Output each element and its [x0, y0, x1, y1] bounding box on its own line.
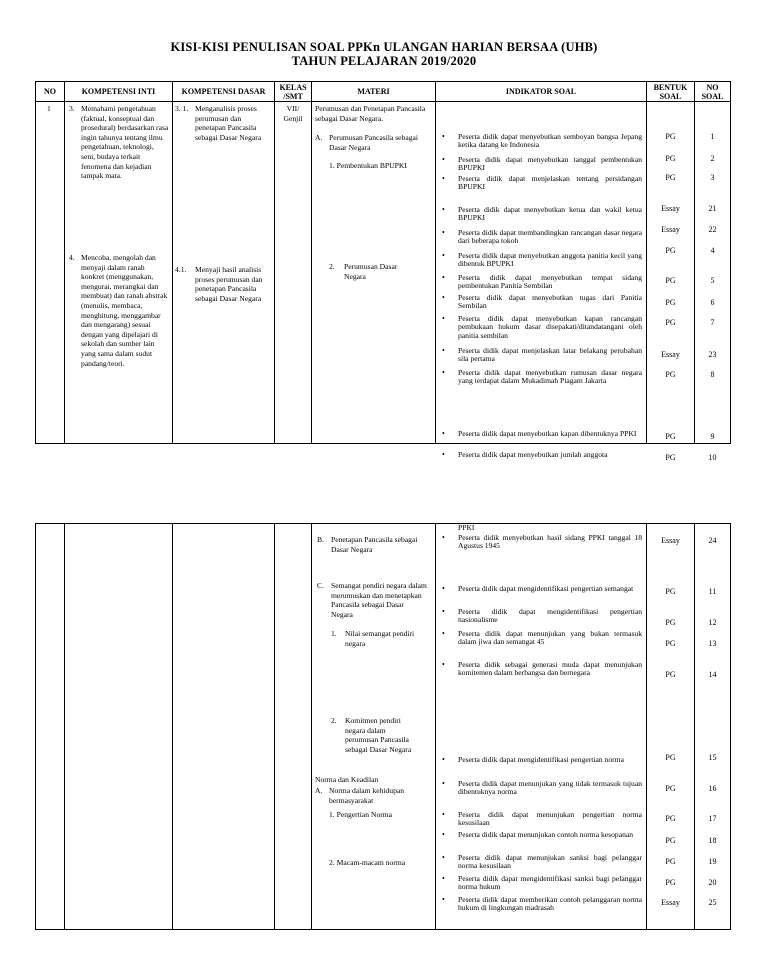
bentuk-soal-value: Essay [661, 225, 680, 234]
row-number: 1 [47, 104, 51, 113]
materi-main: Perumusan dan Penetapan Pancasila sebagai Dasar Negara. [315, 104, 426, 123]
bullet-icon: • [442, 629, 445, 638]
bullet-icon: • [442, 205, 445, 214]
indicator-text: Peserta didik dapat membandingkan rancangan dasar negara dari beberapa tokoh [458, 228, 642, 246]
no-soal-value: 14 [708, 670, 717, 679]
no-soal-value: 9 [710, 432, 715, 441]
no-soal-value: 19 [708, 857, 717, 866]
bullet-icon: • [442, 810, 445, 819]
materi-na1: 1. Pengertian Norma [329, 810, 393, 819]
table-page-1 [35, 81, 731, 462]
bentuk-soal-value: PG [665, 618, 676, 627]
indicator-item [442, 229, 642, 246]
cell-kelas [275, 524, 312, 930]
indicator-item [442, 175, 642, 192]
no-soal-value: 24 [708, 536, 717, 545]
indicator-text: Peserta didik dapat menunjukan yang tidak termasuk tujuan dibentuknya norma [458, 779, 642, 797]
no-soal-value: 1 [710, 132, 715, 141]
kelas-text: VII/ Genjil [283, 104, 303, 123]
table-row [36, 524, 731, 930]
indicator-item [442, 156, 642, 173]
no-soal-value: 23 [708, 350, 717, 359]
bentuk-soal-value: PG [665, 132, 676, 141]
bullet-icon: • [442, 368, 445, 377]
bentuk-soal-value: PG [665, 432, 676, 441]
materi-na2: 2. Macam-macam norma [329, 858, 406, 867]
materi-c1-number: 1. [331, 629, 337, 638]
indicator-text: Peserta didik dapat menyebutkan semboyan bangsa Jepang ketika datang ke Indonesia [458, 132, 642, 150]
bullet-icon: • [442, 660, 445, 669]
bentuk-soal-value: PG [665, 154, 676, 163]
header-kelas-smt: KELAS /SMT [275, 82, 312, 102]
indicator-text: Peserta didik dapat menyebutkan anggota panitia kecil yang dibentuk BPUPKI [458, 251, 642, 269]
indicator-text: Peserta didik dapat menjelaskan tentang persidangan BPUPKI [458, 174, 642, 192]
bentuk-soal-value: PG [665, 173, 676, 182]
no-soal-value: 20 [708, 878, 717, 887]
bentuk-soal-value: PG [665, 784, 676, 793]
bullet-icon: • [442, 450, 445, 459]
bullet-icon: • [442, 429, 445, 438]
cell-indikator [436, 102, 647, 459]
kd2-number: 4.1. [175, 265, 187, 274]
bentuk-soal-value: PG [665, 878, 676, 887]
indicator-item [442, 756, 642, 764]
indicator-item [442, 369, 642, 386]
cell-kompetensi-dasar [173, 102, 275, 444]
no-soal-value: 13 [708, 639, 717, 648]
no-soal-value: 10 [708, 453, 717, 462]
indicator-item [442, 585, 642, 593]
header-kompetensi-inti: KOMPETENSI INTI [65, 82, 173, 102]
bullet-icon: • [442, 874, 445, 883]
bullet-icon: • [442, 251, 445, 260]
bullet-icon: • [442, 273, 445, 282]
no-soal-value: 22 [708, 225, 717, 234]
indicator-text: Peserta didik dapat menunjukan pengertian norma kesusilaan [458, 810, 642, 828]
indicator-text: Peserta didik dapat menyebutkan ketua dan wakil ketua BPUPKI [458, 205, 642, 223]
cell-kompetensi-inti [65, 102, 173, 444]
indicator-item [442, 661, 642, 678]
table-page-2 [35, 523, 731, 930]
materi-b-number: B. [317, 535, 324, 544]
indicator-item [442, 133, 642, 150]
bentuk-soal-value: PG [665, 836, 676, 845]
indicator-item [442, 608, 642, 625]
bullet-icon: • [442, 779, 445, 788]
indicator-text: Peserta didik dapat menyebutkan rumusan dasar negara yang terdapat dalam Mukadimah Piagam Jakarta [458, 368, 642, 386]
indicator-item [442, 451, 642, 459]
cell-kelas [275, 102, 312, 444]
bullet-icon: • [442, 346, 445, 355]
materi-na-number: A. [315, 786, 323, 795]
carry-over-text: PPKI [458, 523, 475, 532]
bullet-icon: • [442, 174, 445, 183]
bullet-icon: • [442, 755, 445, 764]
indicator-item [442, 534, 642, 551]
bentuk-soal-value: Essay [661, 350, 680, 359]
cell-bentuk [647, 524, 695, 930]
no-soal-value: 21 [708, 204, 717, 213]
bentuk-soal-value: PG [665, 814, 676, 823]
no-soal-value: 5 [710, 276, 715, 285]
indicator-text: Peserta didik dapat menyebutkan tanggal pembentukan BPUPKI [458, 155, 642, 173]
bentuk-soal-value: PG [665, 753, 676, 762]
materi-a-number: A. [315, 133, 323, 142]
cell-bentuk [647, 102, 695, 462]
indicator-text: Peserta didik dapat mengidentifikasi pengertian norma [458, 755, 624, 764]
cell-kompetensi-inti [65, 524, 173, 930]
bentuk-soal-value: PG [665, 370, 676, 379]
materi-a: Perumusan Pancasila sebagai Dasar Negara [329, 133, 418, 152]
no-soal-value: 17 [708, 814, 717, 823]
indicator-item [442, 206, 642, 223]
kd1-number: 3. 1. [175, 104, 189, 113]
indicator-text: Peserta didik dapat menyebutkan tempat sidang pembentukan Panitia Sembilan [458, 273, 642, 291]
materi-c-number: C. [317, 581, 324, 590]
materi-a2: Perumusan Dasar Negara [344, 262, 398, 281]
bullet-icon: • [442, 293, 445, 302]
no-soal-value: 7 [710, 318, 715, 327]
cell-nosoal [695, 102, 731, 462]
document-title: KISI-KISI PENULISAN SOAL PPKn ULANGAN HARIAN BERSAA (UHB) [170, 40, 598, 54]
bullet-icon: • [442, 228, 445, 237]
cell-no [36, 102, 65, 444]
indicator-item [442, 274, 642, 291]
header-indikator-soal: INDIKATOR SOAL [436, 82, 647, 102]
materi-na: Norma dalam kehidupan bermasyarakat [329, 786, 405, 805]
bullet-icon: • [442, 584, 445, 593]
kd1-text: Menganalisis proses perumusan dan penetapan Pancasila sebagai Dasar Negara [195, 104, 262, 142]
indicator-item [442, 811, 642, 828]
materi-a1: 1. Pembentukan BPUPKI [329, 161, 407, 170]
bentuk-soal-value: PG [665, 639, 676, 648]
ki4-number: 4. [69, 253, 75, 262]
indicator-text: Peserta didik dapat mengidentifikasi pengertian nasionalisme [458, 607, 642, 625]
bentuk-soal-value: PG [665, 318, 676, 327]
bullet-icon: • [442, 314, 445, 323]
header-kompetensi-dasar: KOMPETENSI DASAR [173, 82, 275, 102]
indicator-text: Peserta didik menyebutkan hasil sidang PPKI tanggal 18 Agustus 1945 [458, 533, 642, 551]
bullet-icon: • [442, 533, 445, 542]
indicator-text: Peserta didik dapat menyebutkan jumlah anggota [458, 450, 608, 459]
materi-b: Penetapan Pancasila sebagai Dasar Negara [331, 535, 418, 554]
indicator-item [442, 315, 642, 340]
no-soal-value: 6 [710, 298, 715, 307]
bullet-icon: • [442, 895, 445, 904]
bentuk-soal-value: Essay [661, 898, 680, 907]
ki3-text: Memahami pengetahuan (faktual, konseptual dan prosedural) berdasarkan rasa ingin tahunya tentang ilmu pengetahuan, teknologi, seni, budaya terkait fenomena dan kejadian tampak mata. [81, 104, 169, 181]
header-materi: MATERI [312, 82, 436, 102]
materi-c1: Nilai semangat pendiri negara [345, 629, 415, 648]
indicator-item [442, 896, 642, 913]
no-soal-value: 16 [708, 784, 717, 793]
indicator-text: Peserta didik sebagai generasi muda dapat menunjukan komitemen dalam berbangsa dan bernegara [458, 660, 642, 678]
no-soal-value: 4 [710, 246, 715, 255]
materi-norma: Norma dan Keadilan [315, 775, 379, 784]
ki4-text: Mencoba, mengolah dan menyaji dalam ranah konkret (menggunakan, mengurai, merangkai dan membuat) dan ranah abstrak (menulis, membaca, menghitung, menggambar dan mengarang) sesuai dengan yang dipelajari di sekolah dan sumber lain yang sama dalam sudut pandang/teori. [81, 253, 168, 368]
bullet-icon: • [442, 607, 445, 616]
bentuk-soal-value: PG [665, 670, 676, 679]
cell-materi [312, 102, 436, 444]
no-soal-value: 12 [708, 618, 717, 627]
header-no-soal: NO SOAL [695, 82, 731, 102]
cell-indikator [436, 524, 647, 930]
indicator-text: Peserta didik dapat mengidentifikasi pengertian semangat [458, 584, 634, 593]
header-no: NO [36, 82, 65, 102]
materi-c: Semangat pendiri negara dalam merumuskan dan menetapkan Pancasila sebagai Dasar Negara [331, 581, 427, 619]
indicator-item [442, 430, 642, 438]
no-soal-value: 25 [708, 898, 717, 907]
indicator-text: Peserta didik dapat menunjukan contoh norma kesopanan [458, 830, 634, 839]
indicator-text: Peserta didik dapat menyebutkan tugas dari Panitia Sembilan [458, 293, 642, 311]
table-header-row [36, 82, 731, 102]
indicator-text: Peserta didik dapat menjelaskan latar belakang perubahan sila pertama [458, 346, 642, 364]
indicator-item [442, 252, 642, 269]
no-soal-value: 11 [708, 587, 717, 596]
materi-c2-number: 2. [331, 716, 337, 725]
bentuk-soal-value: PG [665, 276, 676, 285]
bullet-icon: • [442, 132, 445, 141]
kd2-text: Menyaji hasil analisis proses perumusan dan penetapan Pancasila sebagai Dasar Negara [195, 265, 263, 303]
cell-materi [312, 524, 436, 930]
header-bentuk-soal: BENTUK SOAL [647, 82, 695, 102]
bentuk-soal-value: PG [665, 246, 676, 255]
bentuk-soal-value: PG [665, 453, 676, 462]
indicator-item [442, 875, 642, 892]
no-soal-value: 2 [710, 154, 715, 163]
bentuk-soal-value: Essay [661, 204, 680, 213]
ki3-number: 3. [69, 104, 75, 113]
bentuk-soal-value: PG [665, 857, 676, 866]
indicator-item [442, 630, 642, 647]
indicator-item [442, 347, 642, 364]
indicator-item [442, 854, 642, 871]
indicator-text: Peserta didik dapat menyebutkan kapan dibentuknya PPKI [458, 429, 637, 438]
document-subtitle: TAHUN PELAJARAN 2019/2020 [291, 54, 477, 68]
indicator-item [442, 294, 642, 311]
indicator-text: Peserta didik dapat menunjukan sanksi bagi pelanggar norma kesusilaan [458, 853, 642, 871]
cell-no [36, 524, 65, 930]
indicator-item [442, 831, 642, 839]
no-soal-value: 8 [710, 370, 715, 379]
indicator-item [442, 780, 642, 797]
materi-c2: Komitmen pendiri negara dalam perumusan Pancasila sebagai Dasar Negara [345, 716, 412, 754]
bullet-icon: • [442, 830, 445, 839]
indicator-text: Peserta didik dapat mengidentifikasi sanksi bagi pelanggar norma hukum [458, 874, 642, 892]
cell-kompetensi-dasar [173, 524, 275, 930]
no-soal-value: 15 [708, 753, 717, 762]
no-soal-value: 3 [710, 173, 715, 182]
indicator-text: Peserta didik dapat memberikan contoh pelanggaran norma hukum di lingkungan madrasah [458, 895, 642, 913]
cell-nosoal [695, 524, 731, 930]
table-row [36, 102, 731, 444]
bullet-icon: • [442, 853, 445, 862]
bullet-icon: • [442, 155, 445, 164]
indicator-text: Peserta didik dapat menyebutkan kapan rancangan pembukaan hukum dasar disepakati/ditandatangani oleh panitia sembilan [458, 314, 642, 340]
bentuk-soal-value: PG [665, 298, 676, 307]
materi-a2-number: 2. [329, 262, 335, 271]
no-soal-value: 18 [708, 836, 717, 845]
bentuk-soal-value: Essay [661, 536, 680, 545]
indicator-text: Peserta didik dapat menunjukan yang bukan termasuk dalam jiwa dan semangat 45 [458, 629, 642, 647]
bentuk-soal-value: PG [665, 587, 676, 596]
